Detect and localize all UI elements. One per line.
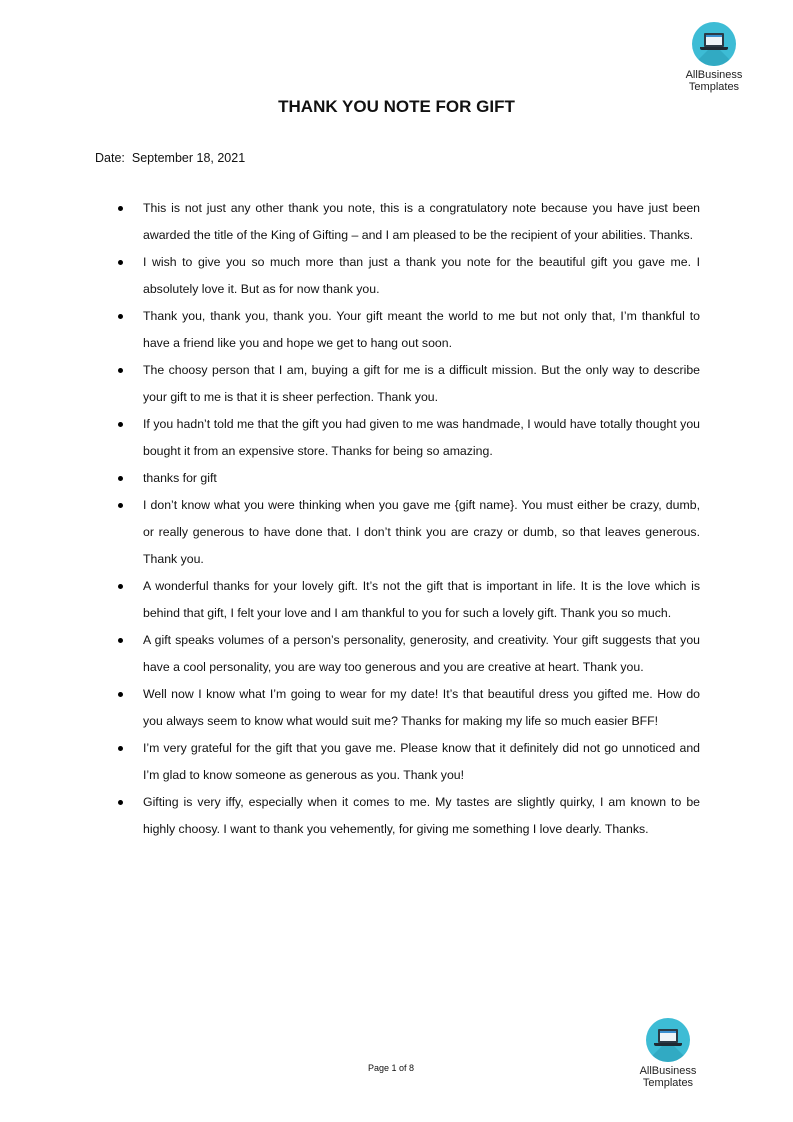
bullet-icon [118,422,123,427]
bullet-icon [118,476,123,481]
page-number: Page 1 of 8 [368,1063,415,1073]
laptop-icon [692,22,736,66]
logo-text-line1: AllBusiness [639,1065,697,1077]
bullet-icon [118,584,123,589]
notes-list [100,195,700,843]
bullet-icon [118,746,123,751]
bullet-icon [118,800,123,805]
date-value: September 18, 2021 [131,151,246,165]
list-item: I don’t know what you were thinking when you gave me {gift name}. You must either be crazy, dumb, or really generous to have done that. I don’t think you are crazy or dumb, so that leaves generous. Thank you. [100,492,700,573]
header-logo [669,22,759,93]
list-item: A gift speaks volumes of a person’s personality, generosity, and creativity. Your gift suggests that you have a cool personality, you are way too generous and you are creative at heart. Thank you. [100,627,700,681]
bullet-icon [118,314,123,319]
logo-text-line2: Templates [688,81,740,93]
logo-text-line2: Templates [642,1077,694,1089]
list-item: A wonderful thanks for your lovely gift. It’s not the gift that is important in life. It is the love which is behind that gift, I felt your love and I am thankful to you for such a lovely gift. Thank you so much. [100,573,700,627]
list-item: thanks for gift [100,465,700,492]
bullet-icon [118,260,123,265]
list-item: Thank you, thank you, thank you. Your gift meant the world to me but not only that, I’m thankful to have a friend like you and hope we get to hang out soon. [100,303,700,357]
date-label: Date: [95,151,125,165]
footer-logo [623,1018,713,1089]
bullet-icon [118,368,123,373]
bullet-icon [118,206,123,211]
bullet-icon [118,503,123,508]
list-item: If you hadn’t told me that the gift you had given to me was handmade, I would have totally thought you bought it from an expensive store. Thanks for being so amazing. [100,411,700,465]
laptop-icon [646,1018,690,1062]
bullet-icon [118,638,123,643]
bullet-icon [118,692,123,697]
list-item: I wish to give you so much more than just a thank you note for the beautiful gift you gave me. I absolutely love it. But as for now thank you. [100,249,700,303]
date-line [95,151,245,165]
document-title: THANK YOU NOTE FOR GIFT [278,97,515,116]
list-item: I’m very grateful for the gift that you gave me. Please know that it definitely did not go unnoticed and I’m glad to know someone as generous as you. Thank you! [100,735,700,789]
list-item: Gifting is very iffy, especially when it comes to me. My tastes are slightly quirky, I am known to be highly choosy. I want to thank you vehemently, for giving me something I love dearly. Thanks. [100,789,700,843]
list-item: Well now I know what I’m going to wear for my date! It’s that beautiful dress you gifted me. How do you always seem to know what would suit me? Thanks for making my life so much easier BFF! [100,681,700,735]
list-item: The choosy person that I am, buying a gift for me is a difficult mission. But the only way to describe your gift to me is that it is sheer perfection. Thank you. [100,357,700,411]
list-item: This is not just any other thank you note, this is a congratulatory note because you have just been awarded the title of the King of Gifting – and I am pleased to be the recipient of your abilities. Thanks. [100,195,700,249]
logo-text-line1: AllBusiness [685,69,743,81]
